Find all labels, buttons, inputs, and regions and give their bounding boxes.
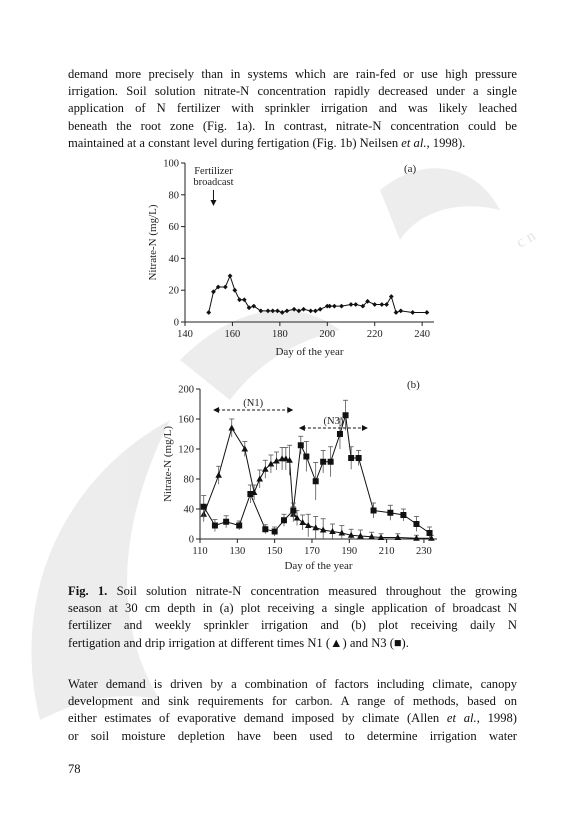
text-line: Water demand is driven by a combination of factors including climate, canopy — [68, 677, 517, 691]
chart-a-point — [292, 307, 297, 312]
chart-b-point-n3 — [320, 459, 326, 465]
chart-b-x-tick-label: 210 — [378, 546, 395, 557]
chart-a-point — [247, 305, 252, 310]
chart-b-point-n3 — [427, 530, 433, 536]
chart-b-point-n3 — [413, 521, 419, 527]
chart-b-x-tick-label: 190 — [341, 546, 358, 557]
text-line: fertilizer and weekly sprinkler irrigation and (b) plot receiving daily N — [68, 618, 517, 633]
chart-a-y-tick-label: 40 — [168, 253, 179, 265]
chart-b-point-n1 — [241, 446, 248, 452]
text-line: irrigation. Soil solution nitrate-N concentration rapidly decreased under a single — [68, 84, 517, 99]
chart-a-point — [410, 310, 415, 315]
chart-a-point — [206, 310, 211, 315]
chart-b-point-n3 — [387, 510, 393, 516]
text-line: Fig. 1. Soil solution nitrate-N concentration measured throughout the growing — [68, 584, 517, 598]
chart-a-x-tick-label: 200 — [319, 329, 336, 340]
chart-a-y-tick-label: 80 — [168, 190, 179, 202]
chart-a-point — [308, 308, 313, 313]
chart-a-y-tick-label: 0 — [173, 317, 179, 329]
chart-b-range-arrow — [287, 407, 293, 413]
chart-b-point-n3 — [201, 504, 207, 510]
chart-b-y-tick-label: 120 — [178, 444, 194, 456]
text-line: either estimates of evaporative demand imposed by climate (Allen et al., 1998) — [68, 711, 518, 726]
chart-a-point — [389, 294, 394, 299]
et-al-italic: et al. — [446, 711, 477, 726]
chart-b-point-n3 — [223, 519, 229, 525]
text-line: development and sink requirements for carbon. A range of methods, based on — [68, 694, 517, 709]
chart-a-point — [394, 310, 399, 315]
figure-caption — [68, 583, 517, 652]
chart-a-y-label: Nitrate-N (mg/L) — [147, 204, 159, 281]
chart-b-point-n1 — [256, 476, 263, 482]
chart-a-annotation-line: broadcast — [193, 177, 234, 188]
chart-b-x-tick-label: 170 — [304, 546, 320, 557]
chart-b-y-tick-label: 40 — [183, 504, 194, 516]
text-line: maintained at a constant level during fertigation (Fig. 1b) Neilsen et al., 1998). — [68, 135, 466, 150]
chart-b-y-tick-label: 0 — [188, 534, 194, 546]
chart-a-point — [270, 308, 275, 313]
chart-b-point-n3 — [290, 508, 296, 514]
chart-b-x-tick-label: 110 — [192, 546, 208, 557]
chart-a-point — [332, 304, 337, 309]
chart-b-y-tick-label: 200 — [178, 384, 194, 396]
chart-b-x-label: Day of the year — [284, 560, 353, 572]
chart-b-point-n3 — [247, 491, 253, 497]
chart-a-point — [266, 308, 271, 313]
caption-label: Fig. 1. — [68, 584, 108, 598]
chart-a-point — [301, 307, 306, 312]
chart-b-panel-label: (b) — [407, 379, 420, 391]
chart-b-x-tick-label: 230 — [416, 546, 432, 557]
chart-b-point-n3 — [348, 455, 354, 461]
chart-a-arrow-head — [210, 200, 216, 206]
page-number: 78 — [68, 762, 81, 776]
chart-a-point — [398, 308, 403, 313]
chart-a-point — [353, 302, 358, 307]
chart-b-series-line-n3 — [204, 415, 430, 533]
chart-b-x-tick-label: 130 — [229, 546, 246, 557]
chart-a-y-tick-label: 100 — [163, 158, 179, 170]
paragraph-water-demand — [68, 676, 517, 745]
chart-a-y-tick-label: 60 — [168, 222, 179, 234]
chart-a-point — [275, 308, 280, 313]
chart-a-x-tick-label: 220 — [366, 329, 383, 340]
chart-a-annotation-line: Fertilizer — [194, 166, 233, 177]
chart-b-y-tick-label: 160 — [178, 414, 194, 426]
chart-b-point-n3 — [343, 412, 349, 418]
chart-a-point — [384, 302, 389, 307]
text-line: fertigation and drip irrigation at different times N1 (▲) and N3 (■). — [68, 635, 409, 650]
chart-b-range-label: (N3) — [323, 416, 344, 427]
text-line: season at 30 cm depth in (a) plot receiving a single application of broadcast N — [68, 601, 517, 616]
et-al-italic: et al. — [401, 135, 427, 150]
chart-b-point-n3 — [272, 529, 278, 535]
chart-b-point-n3 — [371, 508, 377, 514]
chart-b-point-n1 — [228, 425, 235, 431]
chart-b-point-n3 — [236, 523, 242, 529]
text-line: beneath the root zone (Fig. 1a). In contrast, nitrate-N concentration could be — [68, 118, 517, 133]
chart-a-x-tick-label: 140 — [177, 329, 193, 340]
chart-a-point — [228, 273, 233, 278]
chart-b-point-n3 — [337, 431, 343, 437]
chart-a-y-tick-label: 20 — [168, 285, 179, 297]
chart-a-point — [349, 302, 354, 307]
chart-a-point — [242, 297, 247, 302]
chart-b-y-tick-label: 80 — [183, 474, 194, 486]
chart-b-point-n3 — [328, 459, 334, 465]
chart-a-point — [372, 302, 377, 307]
chart-b-point-n3 — [262, 526, 268, 532]
chart-b-range-label: (N1) — [243, 398, 264, 409]
chart-a-panel-label: (a) — [404, 163, 417, 175]
chart-b-point-n3 — [313, 478, 319, 484]
chart-b-point-n3 — [356, 455, 362, 461]
text-line: or soil moisture depletion have been used to determine irrigation water — [68, 728, 517, 743]
chart-a-point — [318, 307, 323, 312]
watermark-text: c n — [513, 227, 539, 252]
chart-a-x-tick-label: 240 — [414, 329, 431, 340]
chart-b-point-n3 — [298, 442, 304, 448]
chart-a-point — [339, 304, 344, 309]
text-line: application of N fertilizer with sprinkler irrigation and was likely leached — [68, 101, 517, 116]
chart-a-x-tick-label: 180 — [271, 329, 288, 340]
chart-b-point-n3 — [400, 512, 406, 518]
chart-b-range-arrow — [299, 425, 305, 431]
chart-a-point — [296, 308, 301, 313]
chart-a-point — [313, 308, 318, 313]
chart-a-point — [424, 310, 429, 315]
chart-b-range-arrow — [213, 407, 219, 413]
chart-a-point — [379, 302, 384, 307]
chart-a-point — [285, 308, 290, 313]
chart-b-x-tick-label: 150 — [266, 546, 283, 557]
chart-a-point — [223, 285, 228, 290]
chart-a-point — [237, 297, 242, 302]
chart-b-point-n1 — [215, 472, 222, 478]
chart-b-point-n1 — [299, 519, 306, 525]
chart-b-point-n3 — [281, 517, 287, 523]
chart-a-x-tick-label: 160 — [224, 329, 241, 340]
chart-b-range-arrow — [362, 425, 368, 431]
text-line: demand more precisely than in systems which are rain-fed or use high pressure — [68, 67, 517, 81]
chart-a-point — [280, 310, 285, 315]
chart-a-series-line — [209, 276, 427, 313]
chart-a-x-label: Day of the year — [275, 346, 344, 358]
chart-a-point — [232, 288, 237, 293]
chart-b-point-n3 — [303, 454, 309, 460]
chart-b-point-n3 — [212, 523, 218, 529]
chart-b-y-label: Nitrate-N (mg/L) — [162, 425, 174, 503]
